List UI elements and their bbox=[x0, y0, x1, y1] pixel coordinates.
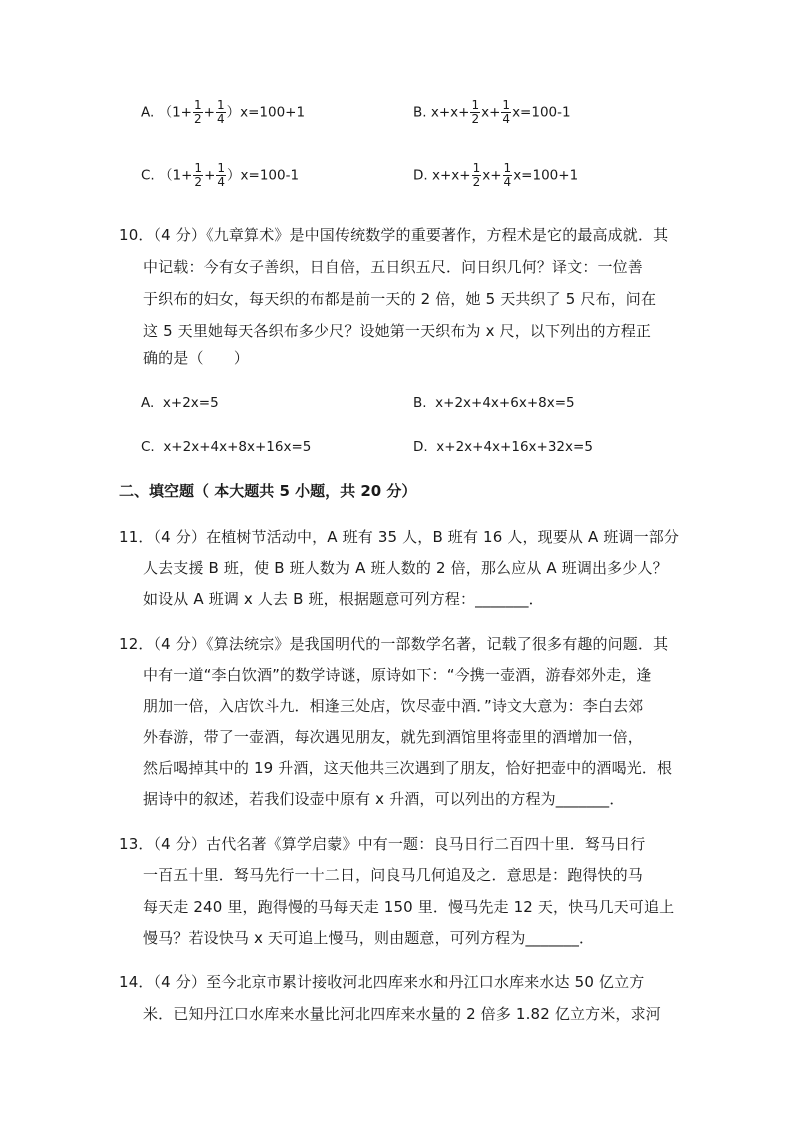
q9-option-d: D. x+x+ $\frac{1}{2}$ x+ $\frac{1}{4}$ x=100+1 bbox=[413, 161, 579, 189]
q12-line-1: 12．（4 分）《算法统宗》是我国明代的一部数学名著，记载了很多有趣的问题．其 bbox=[119, 635, 669, 653]
q12-line-5: 然后喝掉其中的 19 升酒，这天他共三次遇到了朋友，恰好把壶中的酒喝光．根 bbox=[143, 759, 673, 777]
q10-option-d: D. x+2x+4x+16x+32x=5 bbox=[413, 439, 593, 455]
q12-line-2: 中有一道“李白饮酒”的数学诗谜，原诗如下：“今携一壶酒，游春郊外走，逢 bbox=[143, 666, 652, 684]
fraction: $\frac{1}{2}$ bbox=[472, 161, 481, 189]
q12-line-4: 外春游，带了一壶酒，每次遇见朋友，就先到酒馆里将壶里的酒增加一倍， bbox=[143, 728, 643, 746]
option-label: A. bbox=[141, 104, 155, 121]
q13-line-1: 13．（4 分）古代名著《算学启蒙》中有一题：良马日行二百四十里．驽马日行 bbox=[119, 835, 646, 853]
q10-line-1: 10．（4 分）《九章算术》是中国传统数学的重要著作，方程术是它的最高成就．其 bbox=[119, 226, 669, 244]
fraction: $\frac{1}{4}$ bbox=[216, 98, 225, 126]
option-label: C. bbox=[141, 167, 155, 184]
q9-option-a: A. （1+ $\frac{1}{2}$ + $\frac{1}{4}$ ）x=100+1 bbox=[141, 98, 306, 126]
q9-option-c: C. （1+ $\frac{1}{2}$ + $\frac{1}{4}$ ）x=100-1 bbox=[141, 161, 300, 189]
fraction: $\frac{1}{2}$ bbox=[471, 98, 480, 126]
q13-line-4: 慢马？若设快马 x 天可追上慢马，则由题意，可列方程为_______． bbox=[143, 929, 595, 947]
q10-line-3: 于织布的妇女，每天织的布都是前一天的 2 倍，她 5 天共织了 5 尺布，问在 bbox=[143, 290, 657, 308]
q11-line-2: 人去支援 B 班，使 B 班人数为 A 班人数的 2 倍，那么应从 A 班调出多少人？ bbox=[143, 559, 668, 577]
section-heading: 二、填空题（ 本大题共 5 小题，共 20 分） bbox=[119, 482, 417, 500]
q11-line-1: 11．（4 分）在植树节活动中，A 班有 35 人，B 班有 16 人，现要从 A 班调一部分 bbox=[119, 528, 680, 546]
q11-line-3: 如设从 A 班调 x 人去 B 班，根据题意可列方程：_______． bbox=[143, 590, 544, 608]
q10-option-b: B. x+2x+4x+6x+8x=5 bbox=[413, 395, 575, 411]
fraction: $\frac{1}{4}$ bbox=[217, 161, 226, 189]
fraction: $\frac{1}{2}$ bbox=[194, 161, 203, 189]
fraction: $\frac{1}{2}$ bbox=[194, 98, 202, 126]
fraction: $\frac{1}{4}$ bbox=[503, 161, 512, 189]
q10-line-4: 这 5 天里她每天各织布多少尺？设她第一天织布为 x 尺，以下列出的方程正 bbox=[143, 322, 652, 340]
q10-line-5: 确的是（ ） bbox=[143, 349, 250, 367]
option-label: D. bbox=[413, 167, 428, 184]
q12-line-6: 据诗中的叙述，若我们设壶中原有 x 升酒，可以列出的方程为_______． bbox=[143, 790, 625, 808]
q13-line-2: 一百五十里．驽马先行一十二日，问良马几何追及之．意思是：跑得快的马 bbox=[143, 866, 643, 884]
q9-option-b: B. x+x+ $\frac{1}{2}$ x+ $\frac{1}{4}$ x=100-1 bbox=[413, 98, 571, 126]
q10-option-c: C. x+2x+4x+8x+16x=5 bbox=[141, 439, 312, 455]
q10-line-2: 中记载：今有女子善织，日自倍，五日织五尺．问日织几何？译文：一位善 bbox=[143, 258, 643, 276]
q13-line-3: 每天走 240 里，跑得慢的马每天走 150 里．慢马先走 12 天，快马几天可追上 bbox=[143, 898, 675, 916]
option-label: B. bbox=[413, 104, 427, 121]
fraction: $\frac{1}{4}$ bbox=[502, 98, 511, 126]
q14-line-1: 14．（4 分）至今北京市累计接收河北四库来水和丹江口水库来水达 50 亿立方 bbox=[119, 973, 645, 991]
q14-line-2: 米．已知丹江口水库来水量比河北四库来水量的 2 倍多 1.82 亿立方米，求河 bbox=[143, 1005, 661, 1023]
q12-line-3: 朋加一倍，入店饮斗九．相逢三处店，饮尽壶中酒．”诗文大意为：李白去郊 bbox=[143, 697, 644, 715]
q10-option-a: A. x+2x=5 bbox=[141, 395, 219, 411]
